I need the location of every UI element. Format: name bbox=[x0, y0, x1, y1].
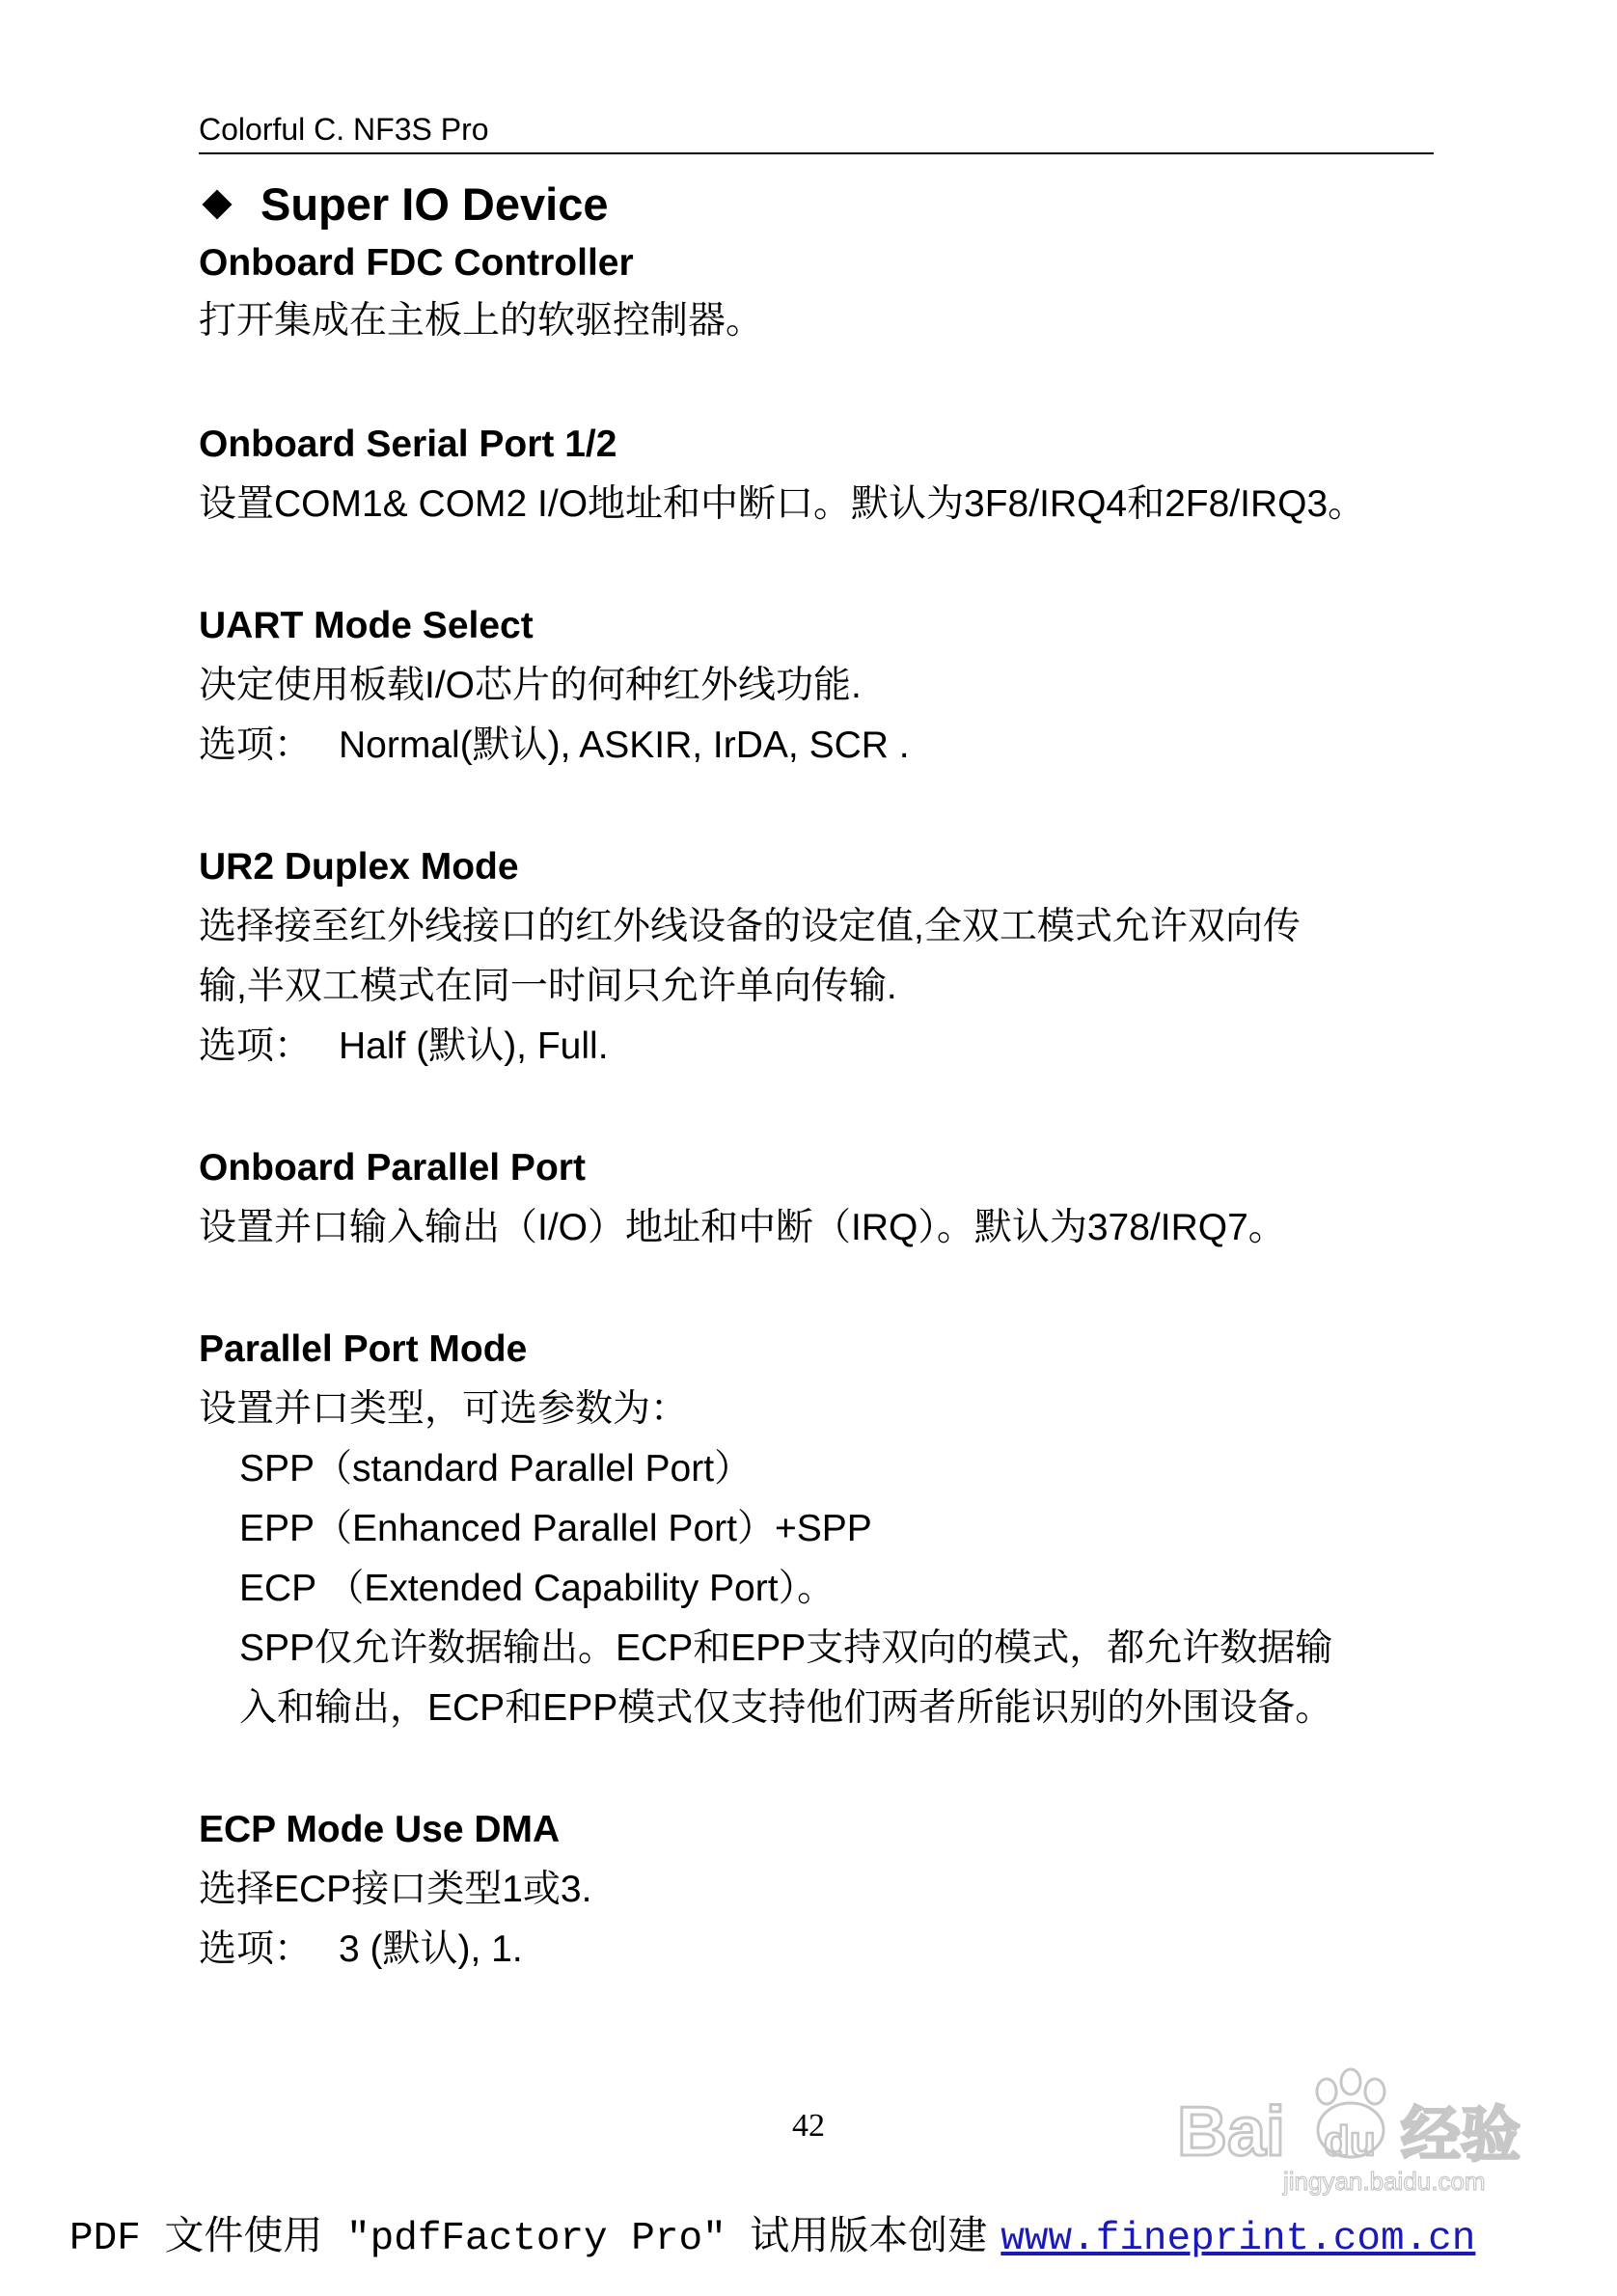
fineprint-link[interactable]: www.fineprint.com.cn bbox=[1000, 2217, 1476, 2261]
item-description: 打开集成在主板上的软驱控制器。 bbox=[199, 300, 764, 342]
option-label: 选项： bbox=[199, 1928, 313, 1970]
section-title bbox=[199, 176, 609, 233]
option-value: 3 (默认), 1. bbox=[339, 1928, 523, 1970]
option-label: 选项： bbox=[199, 1025, 313, 1067]
item-description: 设置并口类型，可选参数为： bbox=[199, 1388, 689, 1430]
item-options bbox=[199, 722, 910, 770]
header-rule bbox=[199, 152, 1434, 154]
svg-text:Bai: Bai bbox=[1177, 2093, 1286, 2171]
mode-note: SPP仅允许数据输出。ECP和EPP支持双向的模式，都允许数据输 bbox=[239, 1627, 1333, 1669]
running-head: Colorful C. NF3S Pro bbox=[199, 112, 489, 147]
svg-text:jingyan.baidu.com: jingyan.baidu.com bbox=[1283, 2167, 1486, 2196]
item-heading-parallel-mode: Parallel Port Mode bbox=[199, 1328, 528, 1370]
item-options bbox=[199, 1926, 523, 1974]
item-heading-ur2-duplex: UR2 Duplex Mode bbox=[199, 846, 519, 888]
item-description: 选择ECP接口类型1或3. bbox=[199, 1869, 592, 1910]
item-heading-serial-port: Onboard Serial Port 1/2 bbox=[199, 424, 617, 465]
mode-list-item: ECP （Extended Capability Port）。 bbox=[239, 1568, 836, 1609]
mode-list-item: SPP（standard Parallel Port） bbox=[239, 1448, 753, 1490]
option-value: Half (默认), Full. bbox=[339, 1025, 609, 1067]
pdf-footer bbox=[69, 2215, 1475, 2263]
diamond-bullet-icon bbox=[202, 189, 232, 219]
svg-text:du: du bbox=[1324, 2118, 1376, 2165]
baidu-watermark-logo bbox=[1158, 2055, 1544, 2200]
item-options bbox=[199, 1023, 609, 1071]
page-number: 42 bbox=[792, 2108, 825, 2144]
item-heading-ecp-dma: ECP Mode Use DMA bbox=[199, 1809, 561, 1850]
svg-text:经验: 经验 bbox=[1401, 2099, 1521, 2170]
option-label: 选项： bbox=[199, 724, 313, 766]
section-title-text: Super IO Device bbox=[260, 178, 609, 230]
item-heading-fdc: Onboard FDC Controller bbox=[199, 242, 634, 284]
item-description: 选择接至红外线接口的红外线设备的设定值,全双工模式允许双向传 bbox=[199, 906, 1301, 947]
mode-list-item: EPP（Enhanced Parallel Port）+SPP bbox=[239, 1508, 872, 1549]
item-description: 设置并口输入输出（I/O）地址和中断（IRQ）。默认为378/IRQ7。 bbox=[199, 1207, 1286, 1248]
item-heading-parallel-port: Onboard Parallel Port bbox=[199, 1147, 586, 1189]
item-description: 决定使用板载I/O芯片的何种红外线功能. bbox=[199, 665, 862, 706]
mode-note: 入和输出，ECP和EPP模式仅支持他们两者所能识别的外围设备。 bbox=[239, 1687, 1333, 1729]
footer-text: PDF 文件使用 "pdfFactory Pro" 试用版本创建 bbox=[69, 2217, 988, 2261]
item-description: 输,半双工模式在同一时间只允许单向传输. bbox=[199, 966, 897, 1007]
item-heading-uart-mode: UART Mode Select bbox=[199, 605, 534, 646]
item-description: 设置COM1& COM2 I/O地址和中断口。默认为3F8/IRQ4和2F8/IRQ3。 bbox=[199, 483, 1366, 525]
option-value: Normal(默认), ASKIR, IrDA, SCR . bbox=[339, 724, 910, 766]
